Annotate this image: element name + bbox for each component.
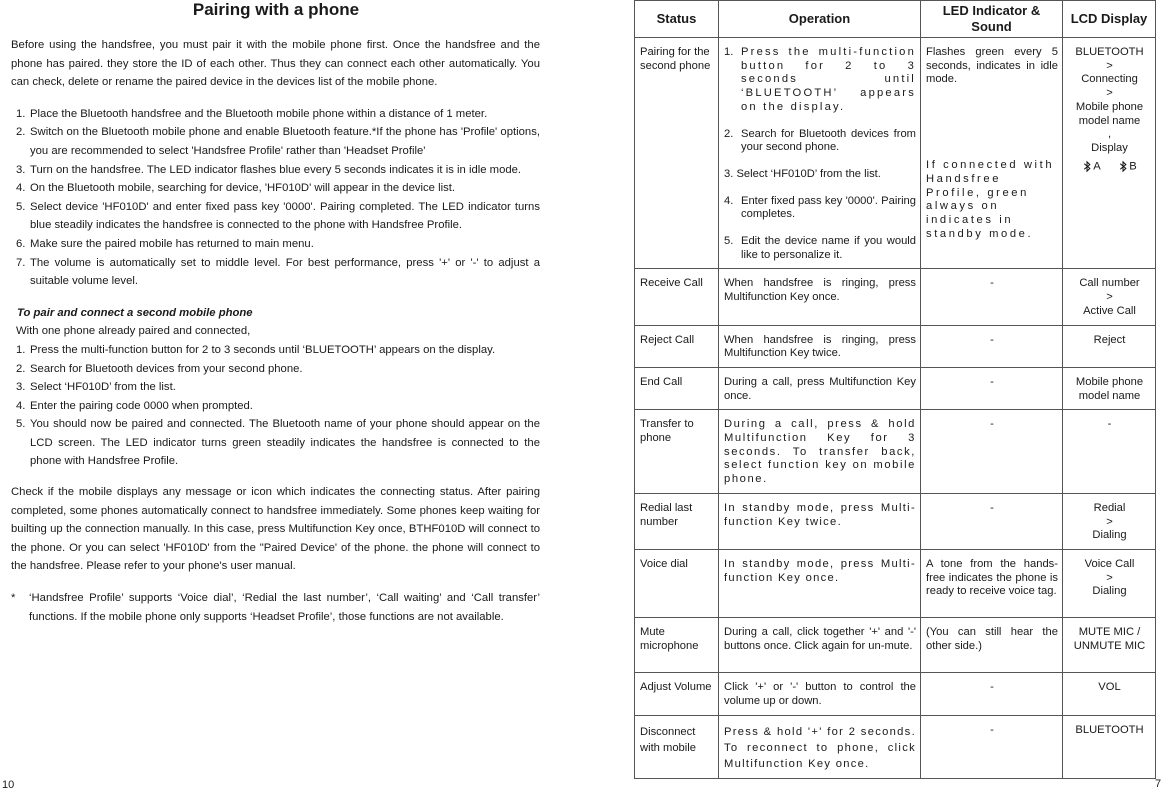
page-title: Pairing with a phone: [192, 0, 360, 19]
table-header-row: [635, 1, 1156, 38]
left-body: [11, 36, 540, 626]
table-row: Disconnect with mobile Press & hold '+' for 2 seconds. To reconnect to phone, click Multifunction Key once. - BLUETOOTH: [635, 715, 1156, 778]
table-row: Reject Call When handsfree is ringing, press Multifunction Key twice. - Reject: [635, 325, 1156, 367]
list-item: 1. Press the multi-function button for 2 to 3 seconds until ‘BLUETOOTH’ appears on the display.: [16, 343, 496, 356]
list-item: 5. You should now be paired and connected. The Bluetooth name of your phone should appear on the LCD screen. The LED indicator turns green steadily indicates the handsfree is connected to the phone with Handsfree Profile.: [16, 418, 540, 468]
second-phone-steps: [11, 341, 540, 471]
table-row: Adjust Volume Click '+' or '-' button to control the volume up or down. - VOL: [635, 672, 1156, 715]
list-item: 6. Make sure the paired mobile has returned to main menu.: [16, 237, 314, 250]
page-number-left: 10: [2, 779, 15, 791]
cell-lcd: BLUETOOTH > Connecting > Mobile phone model name , Display A B: [1063, 38, 1156, 269]
cell-operation: [719, 38, 921, 269]
footnote-text: ‘Handsfree Profile’ supports ‘Voice dial’, ‘Redial the last number’, ‘Call waiting’ and ‘Call transfer’ functions. If the mobile phone only supports ‘Headset Profile’, those functions are not available.: [29, 592, 540, 623]
left-page: [0, 0, 552, 790]
table-row: Transfer to phone During a call, press & hold Multifunction Key for 3 seconds. To transfer back, select function key on mobile phone. - -: [635, 410, 1156, 494]
header-led: LED Indicator & Sound: [921, 1, 1063, 38]
footnote: [11, 589, 540, 626]
table-row: Mute microphone During a call, click together '+' and '-' buttons once. Click again for un-mute. (You can still hear the other side.) MUTE MIC / UNMUTE MIC: [635, 617, 1156, 672]
list-item: 3. Turn on the handsfree. The LED indicator flashes blue every 5 seconds indicates it is in idle mode.: [16, 163, 522, 176]
intro-paragraph: Before using the handsfree, you must pair it with the mobile phone first. Once the handsfree and the phone has paired. they store the ID of each other. Thus they can connect each other automatically. You can check, delete or rename the paired device in the devices list of the mobile phone.: [11, 39, 540, 89]
second-phone-heading: To pair and connect a second mobile phone: [17, 306, 253, 319]
list-item: 5. Select device 'HF010D' and enter fixed pass key '0000'. Pairing completed. The LED indicator turns blue steadily indicates the handsfree is connected to the phone with Handsfree Profile.: [16, 200, 540, 232]
pairing-steps: [11, 105, 540, 291]
table-row: [635, 38, 1156, 269]
led-standby-text: If connected with Handsfree Profile, green always on indicates in standby mode.: [926, 159, 1055, 240]
list-item: 7. The volume is automatically set to middle level. For best performance, press '+' or '-' to adjust a suitable volume level.: [16, 256, 540, 288]
cell-led: [921, 38, 1063, 269]
list-item: 1. Place the Bluetooth handsfree and the Bluetooth mobile phone within a distance of 1 meter.: [16, 107, 488, 120]
lcd-bluetooth-icons: A B: [1068, 160, 1151, 174]
list-item: 2. Switch on the Bluetooth mobile phone and enable Bluetooth feature.*If the phone has 'Profile' options, you are recommended to select 'Handsfree Profile' rather than 'Headset Profile': [16, 126, 540, 157]
list-item: 5. Edit the device name if you would like to personalize it.: [724, 235, 916, 261]
second-phone-intro: With one phone already paired and connected,: [16, 325, 251, 338]
list-item: 2. Search for Bluetooth devices from your second phone.: [724, 127, 916, 154]
header-lcd: LCD Display: [1063, 1, 1156, 38]
list-item: 3. Select ‘HF010D’ from the list.: [16, 381, 176, 394]
table-row: Voice dial In standby mode, press Multi-function Key once. A tone from the hands-free indicates the phone is ready to receive voice tag. Voice Call > Dialing: [635, 549, 1156, 617]
status-paragraph: Check if the mobile displays any message or icon which indicates the connecting status. After pairing completed, some phones automatically connect to handsfree immediately. Some phones keep waiting for builting up the connection manually. In this case, press Multifunction Key once, BTHF010D will connect to the phone. Or you can select 'HF010D' from the "Paired Device' of the phone. the phone will connect to the handsfree. Please refer to your phone's user manual.: [11, 486, 540, 573]
header-operation: Operation: [719, 1, 921, 38]
led-idle-text: Flashes green every 5 seconds, indicates in idle mode.: [926, 46, 1058, 86]
bluetooth-icon: [1118, 160, 1129, 173]
footnote-mark: *: [11, 592, 16, 605]
list-item: 2. Search for Bluetooth devices from your second phone.: [16, 362, 303, 375]
list-item: 1. Press the multi-function button for 2 to 3 seconds until ‘BLUETOOTH’ appears on the display.: [724, 46, 916, 113]
table-row: End Call During a call, press Multifunction Key once. - Mobile phone model name: [635, 367, 1156, 409]
operations-table: [634, 0, 1156, 779]
list-item: 4. On the Bluetooth mobile, searching for device, 'HF010D' will appear in the device list.: [16, 182, 456, 195]
bluetooth-icon: [1082, 160, 1093, 173]
list-item: 4. Enter the pairing code 0000 when prompted.: [16, 399, 253, 412]
cell-status: Pairing for the second phone: [635, 38, 719, 269]
table-row: Receive Call When handsfree is ringing, press Multifunction Key once. - Call number > Active Call: [635, 269, 1156, 325]
header-status: Status: [635, 1, 719, 38]
table-row: Redial last number In standby mode, press Multi-function Key twice. - Redial > Dialing: [635, 493, 1156, 549]
list-item: 3. Select ‘HF010D’ from the list.: [724, 167, 881, 180]
list-item: 4. Enter fixed pass key '0000'. Pairing completes.: [724, 194, 916, 221]
page-number-right: 7: [1155, 778, 1162, 790]
